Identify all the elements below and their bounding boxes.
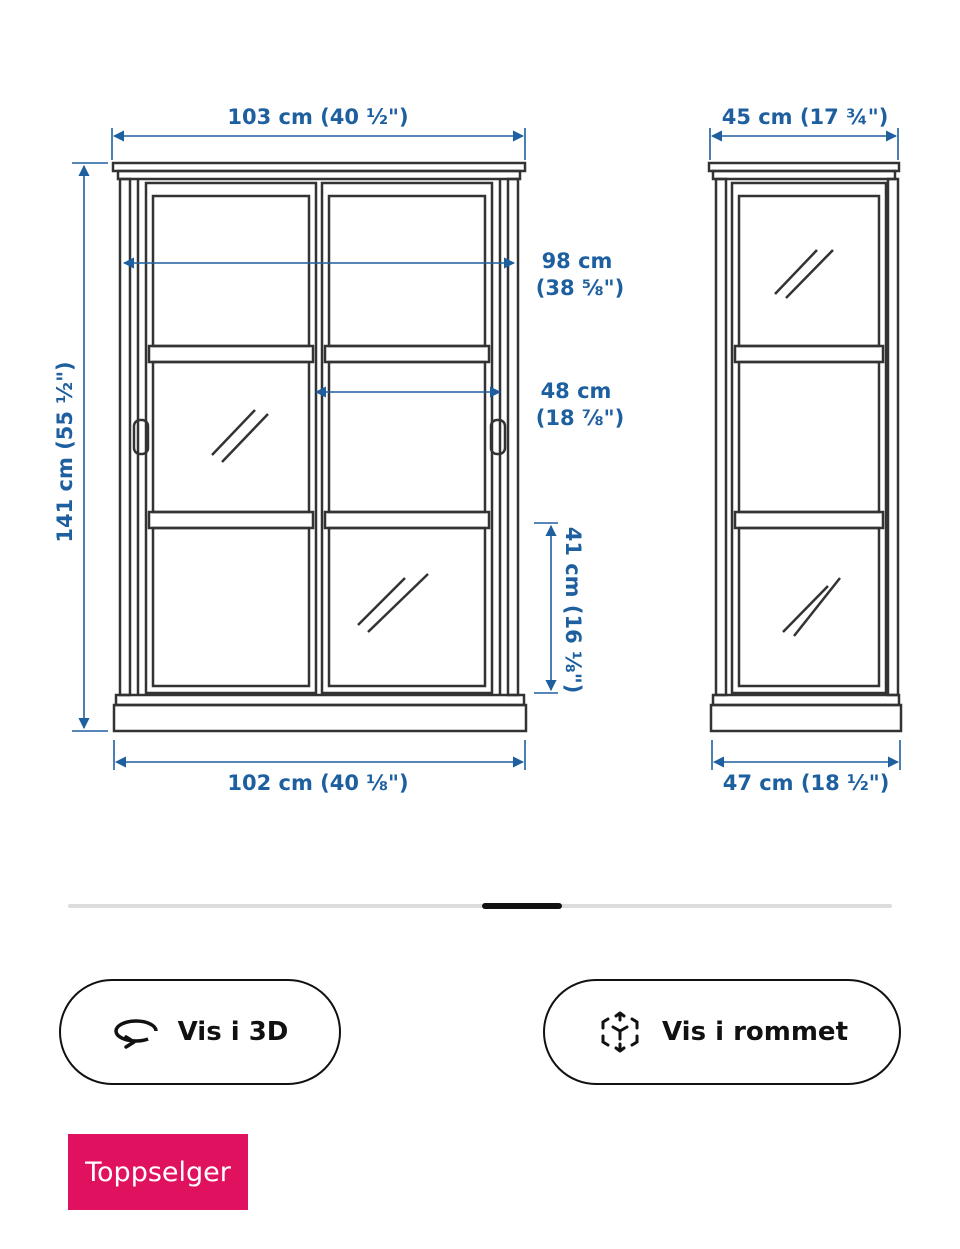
inner-width-in-label: (38 ⅝") bbox=[535, 276, 625, 300]
side-view-cabinet bbox=[709, 163, 901, 731]
door-width-cm-label: 48 cm bbox=[540, 379, 612, 403]
image-carousel-indicator[interactable] bbox=[482, 903, 562, 909]
door-width-in-label: (18 ⅞") bbox=[535, 406, 625, 430]
front-bottom-width-label: 102 cm (40 ⅛") bbox=[227, 771, 409, 795]
height-label: 141 cm (55 ½") bbox=[53, 361, 77, 543]
shelf-height-label: 41 cm (16 ⅛") bbox=[561, 526, 585, 694]
side-top-depth-label: 45 cm (17 ¾") bbox=[721, 105, 889, 129]
ar-cube-icon bbox=[596, 1008, 644, 1056]
front-view-cabinet bbox=[113, 163, 526, 731]
front-top-width-label: 103 cm (40 ½") bbox=[227, 105, 409, 129]
bestseller-badge: Toppselger bbox=[68, 1134, 248, 1210]
view-3d-label: Vis i 3D bbox=[177, 1017, 289, 1047]
side-bottom-depth-label: 47 cm (18 ½") bbox=[722, 771, 890, 795]
inner-width-cm-label: 98 cm bbox=[541, 249, 613, 273]
view-in-room-button[interactable] bbox=[543, 979, 901, 1085]
rotate-3d-icon bbox=[112, 1008, 160, 1056]
image-carousel-track[interactable] bbox=[68, 904, 892, 908]
view-3d-button[interactable] bbox=[59, 979, 341, 1085]
view-in-room-label: Vis i rommet bbox=[662, 1017, 848, 1047]
